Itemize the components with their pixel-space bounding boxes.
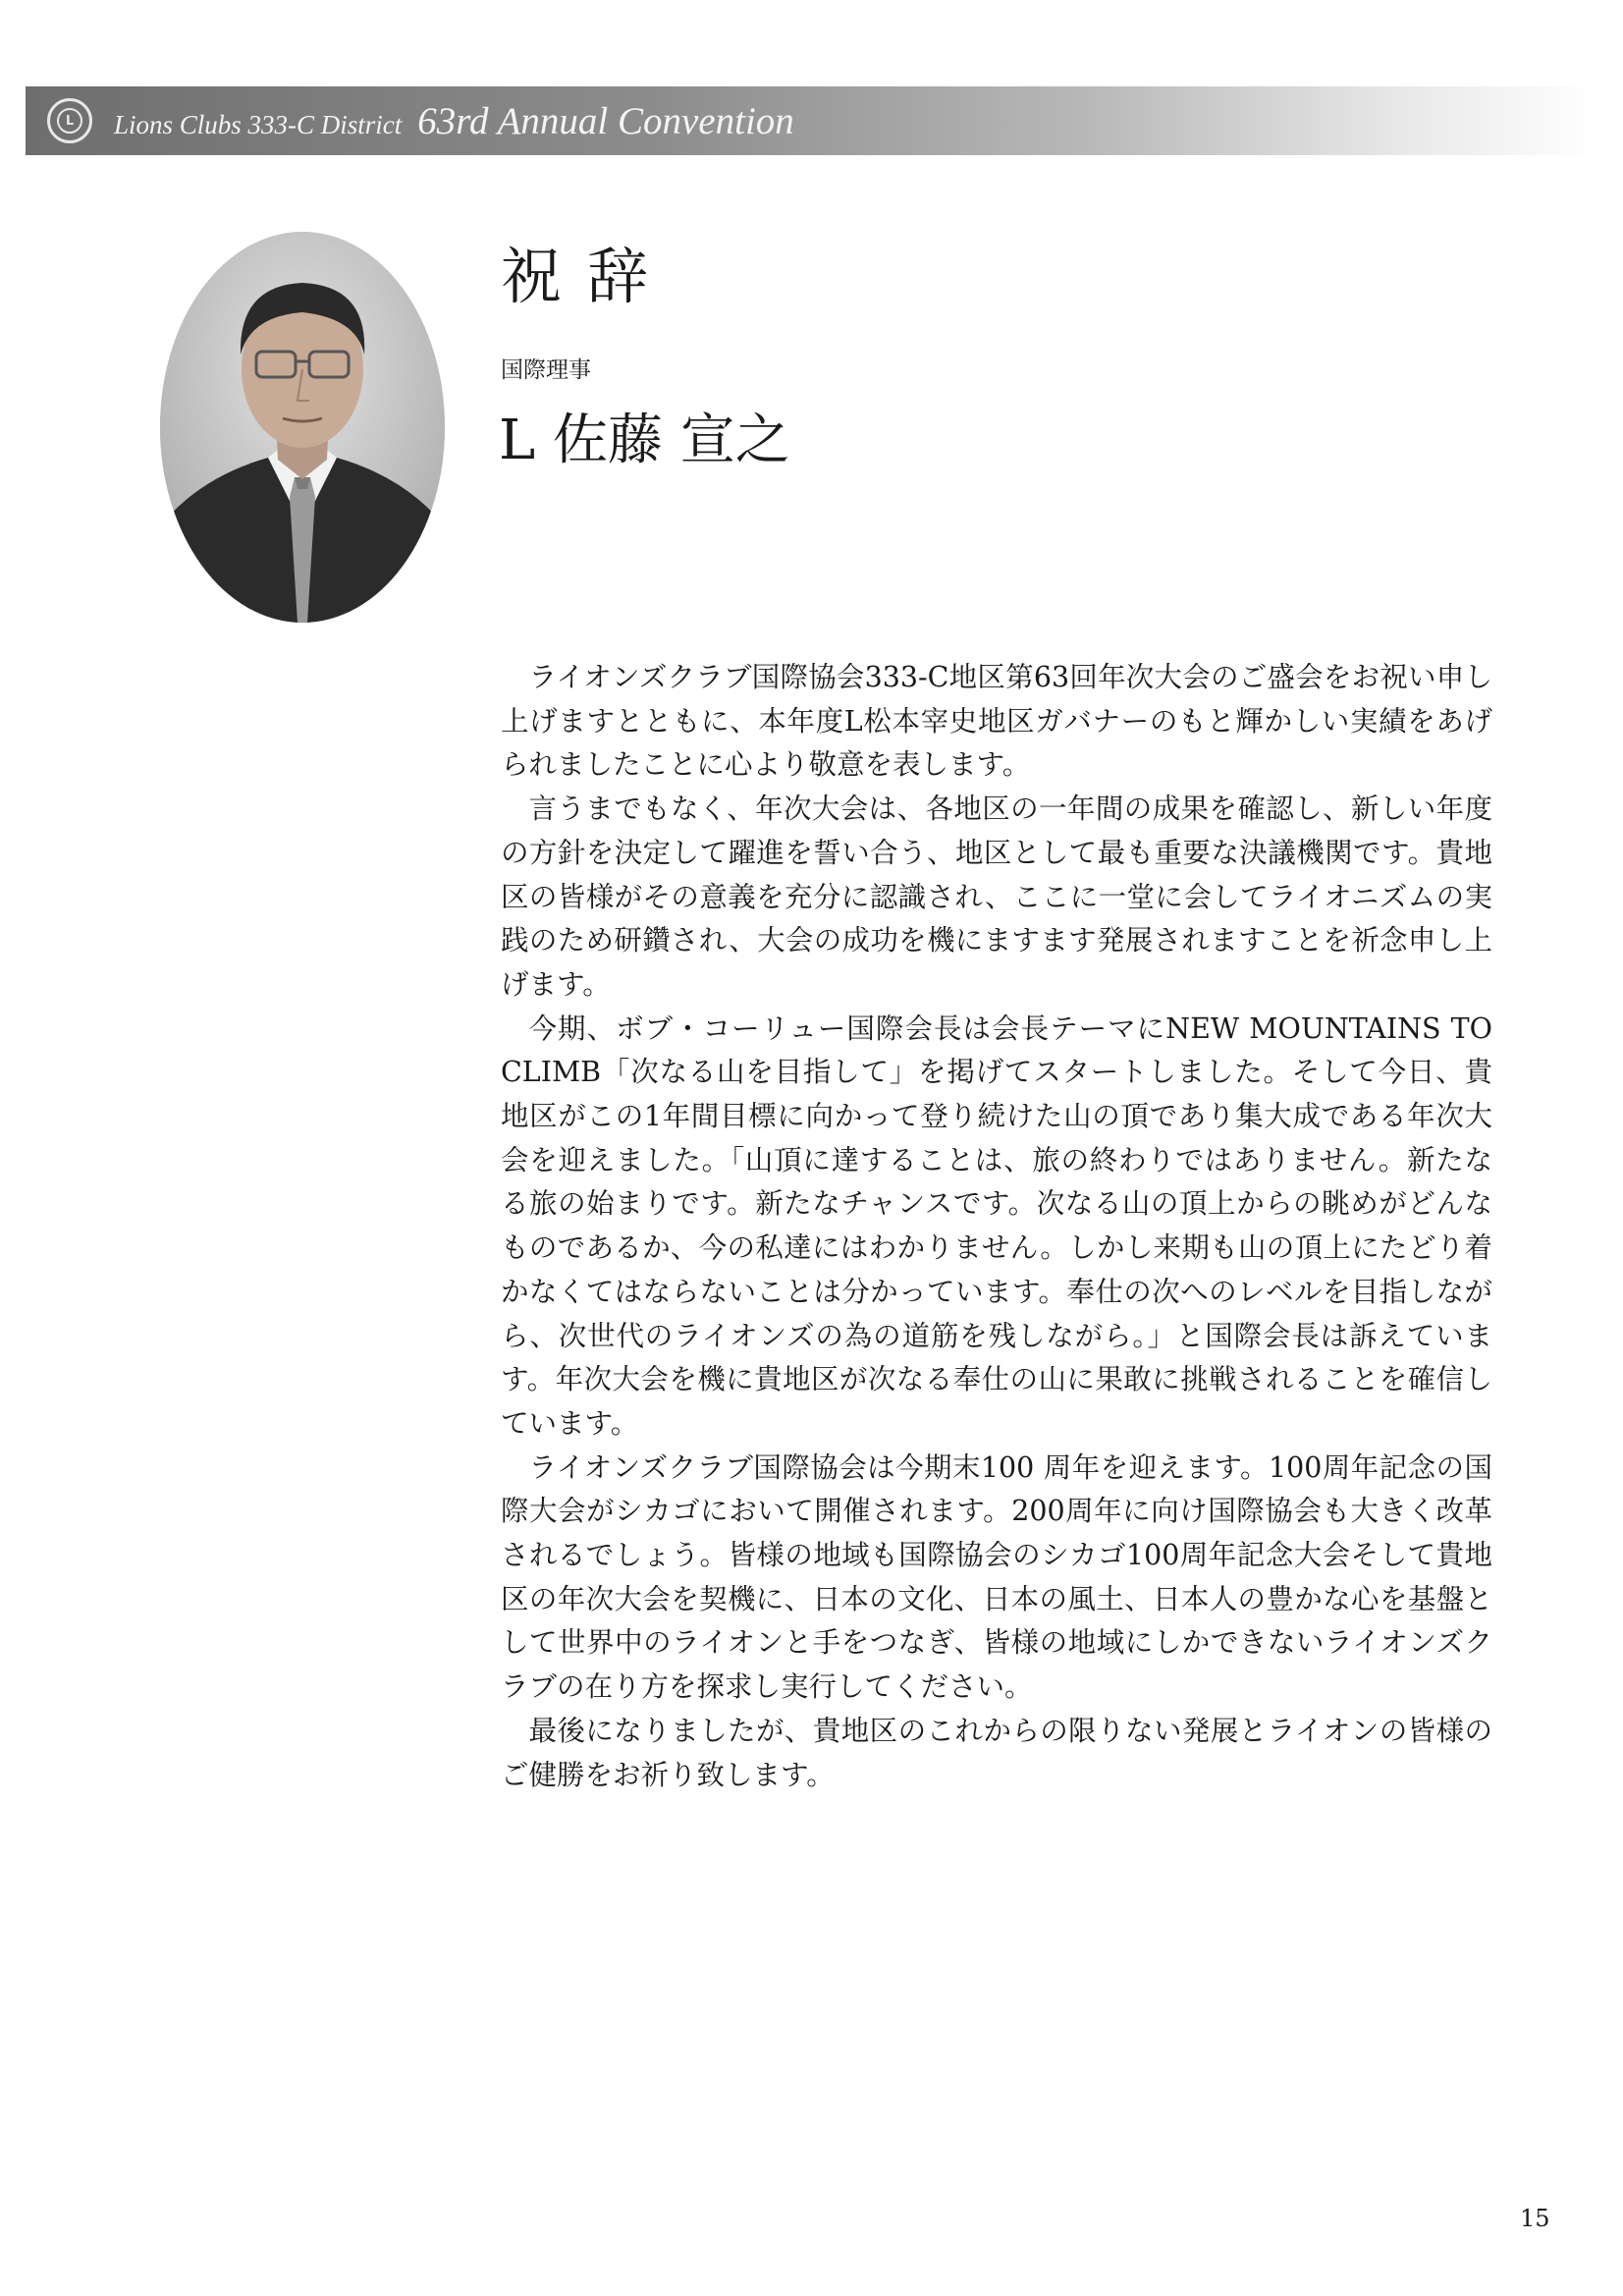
paragraph: 今期、ボブ・コーリュー国際会長は会長テーマにNEW MOUNTAINS TO CLIMB「次なる山を目指して」を掲げてスタートしました。そして今日、貴地区がこの1年間目標に向かって登り続けた山の頂であり集大成である年次大会を迎えました。「山頂に達することは、旅の終わりではありません。新たなる旅の始まりです。新たなチャンスです。次なる山の頂上からの眺めがどんなものであるか、今の私達にはわかりません。しかし来期も山の頂上にたどり着かなくてはならないことは分かっています。奉仕の次へのレベルを目指しながら、次世代のライオンズの為の道筋を残しながら。」と国際会長は訴えています。年次大会を機に貴地区が次なる奉仕の山に果敢に挑戦されることを確信しています。 [501, 1011, 1492, 1440]
speaker-role: 国際理事 [501, 357, 591, 383]
banner-subtitle: Lions Clubs 333-C District [114, 109, 403, 139]
speaker-portrait [160, 232, 445, 623]
speaker-name: L 佐藤 宣之 [499, 409, 790, 472]
paragraph: ライオンズクラブ国際協会は今期末100 周年を迎えます。100周年記念の国際大会がシカゴにおいて開催されます。200周年に向け国際協会も大きく改革されるでしょう。皆様の地域も国際協会のシカゴ100周年記念大会そして貴地区の年次大会を契機に、日本の文化、日本の風土、日本人の豊かな心を基盤として世界中のライオンと手をつなぎ、皆様の地域にしかできないライオンズクラブの在り方を探求し実行してください。 [501, 1450, 1492, 1704]
lions-emblem-icon: L [47, 98, 92, 143]
page-heading: 祝辞 [501, 241, 675, 312]
portrait-image [160, 232, 445, 623]
banner-text [114, 99, 794, 143]
banner-title: 63rd Annual Convention [417, 99, 794, 142]
paragraph: 最後になりましたが、貴地区のこれからの限りない発展とライオンの皆様のご健勝をお祈り致します。 [501, 1714, 1492, 1791]
paragraph: ライオンズクラブ国際協会333-C地区第63回年次大会のご盛会をお祝い申し上げますとともに、本年度L松本宰史地区ガバナーのもと輝かしい実績をあげられましたことに心より敬意を表します。 [501, 661, 1492, 782]
paragraph: 言うまでもなく、年次大会は、各地区の一年間の成果を確認し、新しい年度の方針を決定して躍進を誓い合う、地区として最も重要な決議機関です。貴地区の皆様がその意義を充分に認識され、ここに一堂に会してライオニズムの実践のため研鑽され、大会の成功を機にますます発展されますことを祈念申し上げます。 [501, 793, 1492, 1001]
header-banner [26, 86, 1596, 155]
page-number: 15 [1520, 2205, 1550, 2232]
message-body [501, 656, 1492, 1797]
